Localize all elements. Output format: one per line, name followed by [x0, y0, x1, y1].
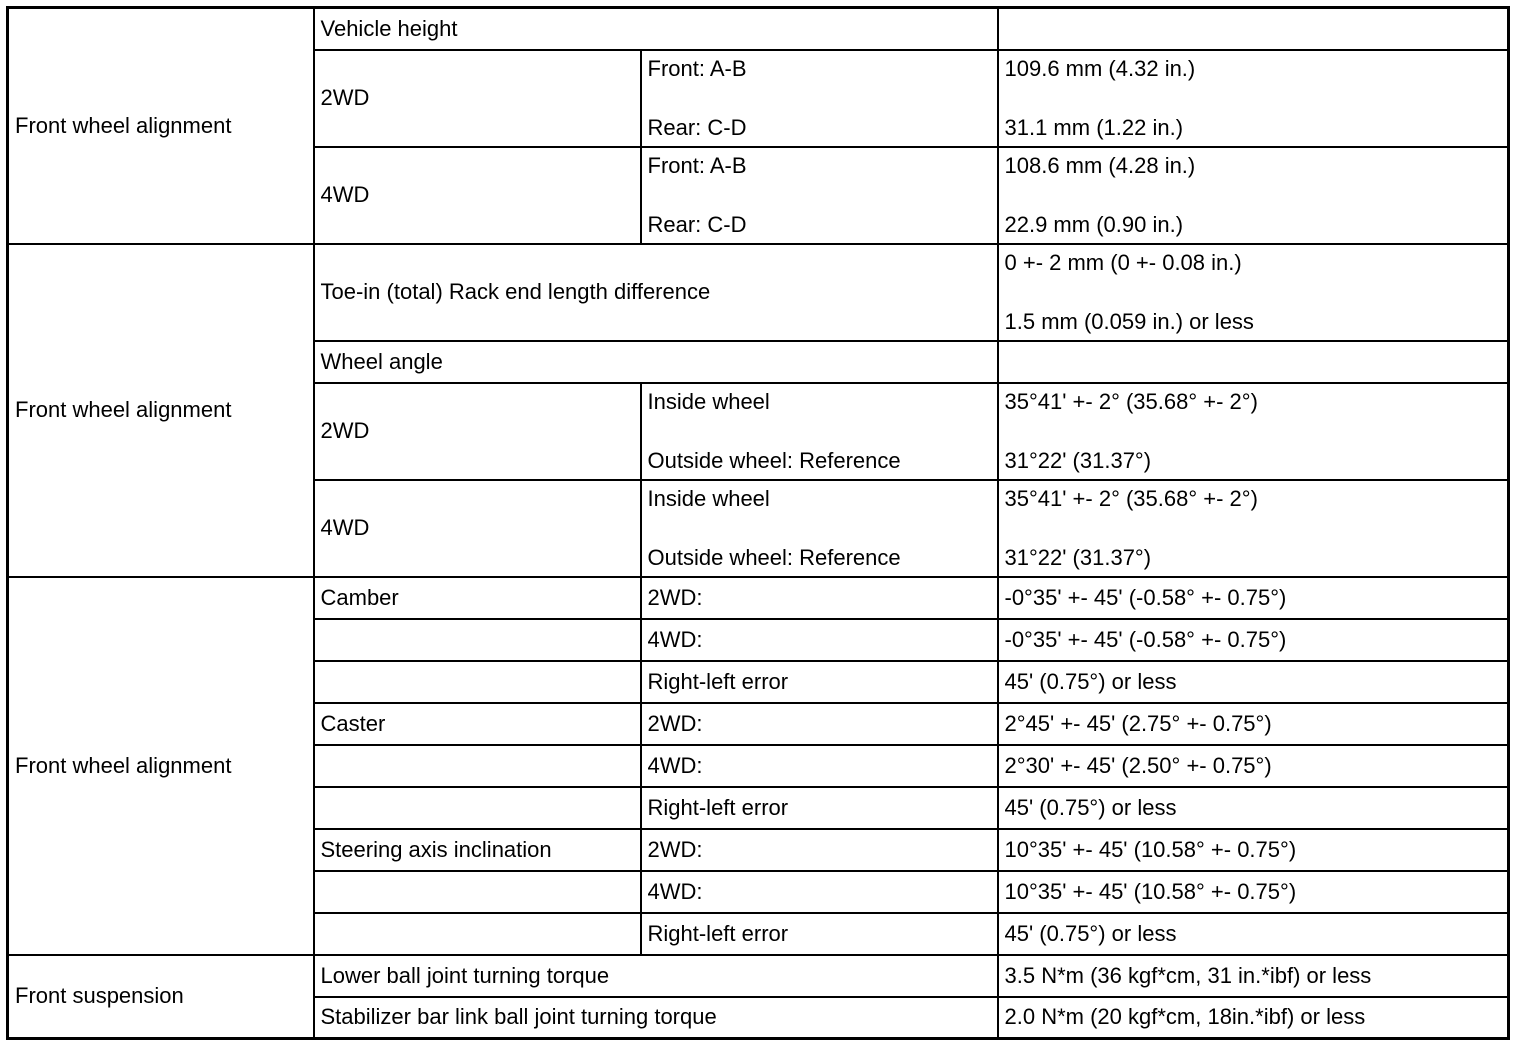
item-cell: 2WD — [314, 383, 641, 480]
item-cell: 4WD — [314, 147, 641, 244]
table-row — [8, 577, 1509, 619]
condition-label: Inside wheel — [647, 388, 770, 414]
value-cell — [998, 147, 1509, 244]
condition-cell: 2WD: — [641, 577, 998, 619]
value-text: 31°22' (31.37°) — [1004, 544, 1152, 570]
item-cell: Stabilizer bar link ball joint turning torque — [314, 997, 998, 1039]
item-cell: Caster — [314, 703, 641, 745]
value-cell: 45' (0.75°) or less — [998, 913, 1509, 955]
spec-table — [6, 6, 1510, 1040]
value-text: 1.5 mm (0.059 in.) or less — [1004, 308, 1254, 334]
value-text: 35°41' +- 2° (35.68° +- 2°) — [1004, 388, 1258, 414]
category-cell: Front wheel alignment — [8, 8, 314, 244]
condition-label: Rear: C-D — [647, 211, 747, 237]
condition-label: Rear: C-D — [647, 114, 747, 140]
condition-cell: Right-left error — [641, 661, 998, 703]
item-cell: Lower ball joint turning torque — [314, 955, 998, 997]
item-cell: Wheel angle — [314, 341, 998, 383]
condition-cell: 2WD: — [641, 829, 998, 871]
condition-cell: Right-left error — [641, 913, 998, 955]
table-row — [8, 244, 1509, 341]
value-cell — [998, 244, 1509, 341]
condition-cell — [641, 480, 998, 577]
category-cell: Front wheel alignment — [8, 577, 314, 955]
value-text: 31.1 mm (1.22 in.) — [1004, 114, 1184, 140]
condition-label: Front: A-B — [647, 152, 747, 178]
item-cell: Toe-in (total) Rack end length difference — [314, 244, 998, 341]
condition-label: Inside wheel — [647, 485, 770, 511]
value-cell: 2°45' +- 45' (2.75° +- 0.75°) — [998, 703, 1509, 745]
condition-cell — [641, 147, 998, 244]
item-cell: 4WD — [314, 480, 641, 577]
condition-cell: 4WD: — [641, 871, 998, 913]
condition-cell: 4WD: — [641, 619, 998, 661]
value-cell: 10°35' +- 45' (10.58° +- 0.75°) — [998, 829, 1509, 871]
category-cell: Front wheel alignment — [8, 244, 314, 577]
condition-cell: Right-left error — [641, 787, 998, 829]
value-text: 35°41' +- 2° (35.68° +- 2°) — [1004, 485, 1258, 511]
value-cell — [998, 383, 1509, 480]
value-cell: 10°35' +- 45' (10.58° +- 0.75°) — [998, 871, 1509, 913]
value-cell: 2°30' +- 45' (2.50° +- 0.75°) — [998, 745, 1509, 787]
value-text: 31°22' (31.37°) — [1004, 447, 1152, 473]
condition-label: Outside wheel: Reference — [647, 544, 901, 570]
table-row — [8, 955, 1509, 997]
condition-label: Outside wheel: Reference — [647, 447, 901, 473]
item-cell — [314, 745, 641, 787]
category-cell: Front suspension — [8, 955, 314, 1039]
table-row — [8, 8, 1509, 50]
condition-cell: 2WD: — [641, 703, 998, 745]
condition-cell: 4WD: — [641, 745, 998, 787]
value-text: 108.6 mm (4.28 in.) — [1004, 152, 1196, 178]
value-cell — [998, 8, 1509, 50]
value-cell: 3.5 N*m (36 kgf*cm, 31 in.*ibf) or less — [998, 955, 1509, 997]
item-cell: Camber — [314, 577, 641, 619]
item-cell: 2WD — [314, 50, 641, 147]
condition-cell — [641, 383, 998, 480]
value-cell — [998, 341, 1509, 383]
condition-cell — [641, 50, 998, 147]
item-cell — [314, 913, 641, 955]
value-cell: 2.0 N*m (20 kgf*cm, 18in.*ibf) or less — [998, 997, 1509, 1039]
value-cell: 45' (0.75°) or less — [998, 787, 1509, 829]
item-cell — [314, 871, 641, 913]
item-cell — [314, 661, 641, 703]
value-text: 109.6 mm (4.32 in.) — [1004, 55, 1196, 81]
condition-label: Front: A-B — [647, 55, 747, 81]
value-cell: 45' (0.75°) or less — [998, 661, 1509, 703]
item-cell — [314, 619, 641, 661]
item-cell: Steering axis inclination — [314, 829, 641, 871]
item-cell: Vehicle height — [314, 8, 998, 50]
value-cell — [998, 480, 1509, 577]
value-text: 22.9 mm (0.90 in.) — [1004, 211, 1184, 237]
value-cell: -0°35' +- 45' (-0.58° +- 0.75°) — [998, 577, 1509, 619]
item-cell — [314, 787, 641, 829]
value-cell: -0°35' +- 45' (-0.58° +- 0.75°) — [998, 619, 1509, 661]
value-text: 0 +- 2 mm (0 +- 0.08 in.) — [1004, 249, 1242, 275]
value-cell — [998, 50, 1509, 147]
